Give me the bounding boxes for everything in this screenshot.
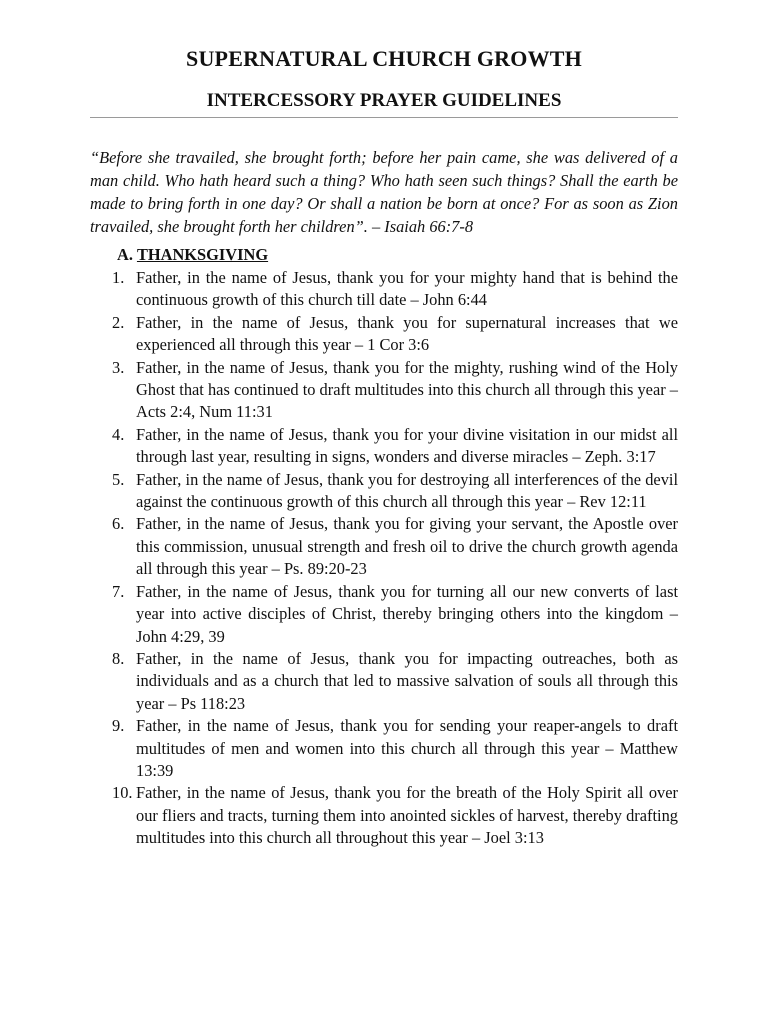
scripture-quote: “Before she travailed, she brought forth; before her pain came, she was delivered of a man child. Who hath heard such a thing? Who hath seen such things? Shall the earth be made to bring forth in one day? Or shall a nation be born at once? For as soon as Zion travailed, she brought forth her children”. – Isaiah 66:7-8: [90, 148, 678, 236]
document-title: SUPERNATURAL CHURCH GROWTH: [186, 46, 582, 71]
item-text: Father, in the name of Jesus, thank you for sending your reaper-angels to draft multitudes of men and women into this church all through this year – Matthew 13:39: [136, 716, 678, 780]
section-letter: A.: [117, 245, 133, 264]
prayer-item: [112, 469, 678, 514]
item-number: 2.: [112, 312, 125, 332]
prayer-item: [112, 424, 678, 469]
title-divider: [90, 117, 678, 118]
item-number: 6.: [112, 514, 125, 534]
item-number: 5.: [112, 469, 125, 489]
item-text: Father, in the name of Jesus, thank you for impacting outreaches, both as individuals and as a church that led to massive salvation of souls all through this year – Ps 118:23: [136, 648, 678, 713]
section-title: THANKSGIVING: [136, 245, 269, 264]
prayer-item: [112, 648, 678, 715]
item-text: Father, in the name of Jesus, thank you for turning all our new converts of last year into active disciples of Christ, thereby bringing others into the kingdom – John 4:29, 39: [136, 581, 678, 646]
item-number: 8.: [112, 648, 125, 668]
item-text: Father, in the name of Jesus, thank you for destroying all interferences of the devil against the continuous growth of this church all through this year – Rev 12:11: [136, 469, 678, 512]
item-text: Father, in the name of Jesus, thank you for the breath of the Holy Spirit all over our fliers and tracts, turning them into anointed sickles of harvest, thereby drafting multitudes into this church all throughout this year – Joel 3:13: [136, 783, 678, 848]
item-text: Father, in the name of Jesus, thank you for the mighty, rushing wind of the Holy Ghost that has continued to draft multitudes into this church all through this year – Acts 2:4, Num 11:31: [136, 357, 678, 422]
document-subtitle: INTERCESSORY PRAYER GUIDELINES: [206, 90, 562, 111]
item-number: 1.: [112, 268, 125, 287]
prayer-item: [112, 581, 678, 648]
item-number: 7.: [112, 581, 125, 601]
prayer-item: [112, 357, 678, 424]
item-number: 10.: [112, 783, 133, 803]
item-number: 9.: [112, 716, 125, 736]
prayer-item: [112, 715, 678, 782]
item-number: 3.: [112, 357, 125, 377]
item-text: Father, in the name of Jesus, thank you for supernatural increases that we experienced all through this year – 1 Cor 3:6: [136, 312, 678, 355]
prayer-item: [112, 312, 678, 357]
prayer-item: [112, 513, 678, 580]
item-number: 4.: [112, 424, 125, 444]
prayer-item: [112, 267, 678, 312]
item-text: Father, in the name of Jesus, thank you for your mighty hand that is behind the continuous growth of this church till date – John 6:44: [136, 268, 678, 310]
item-text: Father, in the name of Jesus, thank you for your divine visitation in our midst all through last year, resulting in signs, wonders and diverse miracles – Zeph. 3:17: [136, 424, 678, 467]
prayer-item: [112, 782, 678, 849]
item-text: Father, in the name of Jesus, thank you for giving your servant, the Apostle over this commission, unusual strength and fresh oil to drive the church growth agenda all through this year – Ps. 89:20-23: [136, 514, 678, 579]
prayer-list: [112, 267, 678, 850]
section-heading: [117, 245, 268, 265]
